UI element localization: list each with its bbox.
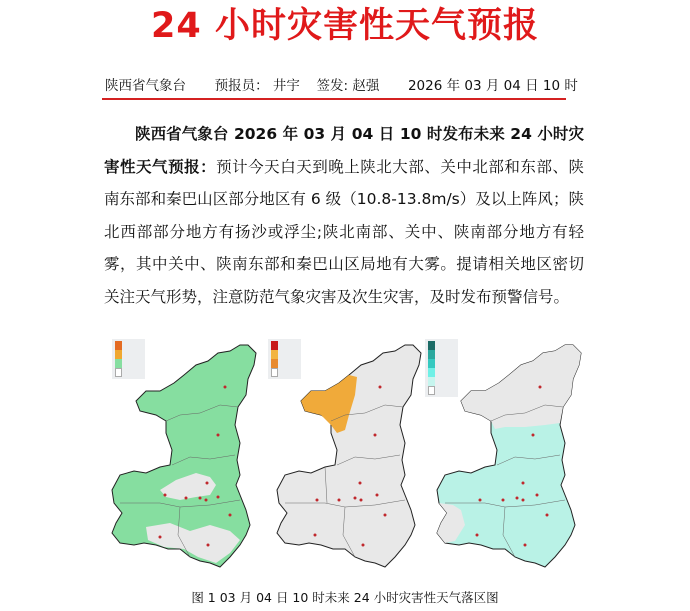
issue-time: 2026 年 03 月 04 日 10 时 (407, 78, 578, 94)
forecaster: 井宇 (272, 78, 300, 94)
figure-maps (100, 335, 610, 585)
header-divider (102, 98, 566, 100)
fog-map (425, 335, 600, 580)
sand-dust-map (265, 335, 440, 580)
wind-gust-map (100, 335, 275, 580)
signer-label: 签发: (316, 78, 349, 94)
forecast-lead: 陕西省气象台 2026 年 03 月 04 日 10 时发布未来 24 小时灾害性天气预报： (104, 125, 584, 176)
signer: 赵强 (352, 78, 380, 94)
map-legend (268, 339, 301, 379)
map-legend (425, 339, 458, 397)
page-title: 24 小时灾害性天气预报 (151, 6, 539, 46)
forecast-text: 预计今天白天到晚上陕北大部、关中北部和东部、陕南东部和秦巴山区部分地区有 6 级（10.8-13.8m/s）及以上阵风；陕北西部部分地方有扬沙或浮尘;陕北南部、关中、陕南部分地方有轻雾，其中关中、陕南东部和秦巴山区局地有大雾。提请相关地区密切关注天气形势，注意防范气象灾害及次生灾害，及时发布预警信号。 (104, 157, 584, 306)
forecaster-label: 预报员： (214, 78, 269, 94)
issuer: 陕西省气象台 (105, 78, 186, 94)
forecast-body (104, 118, 584, 313)
header-meta (105, 76, 578, 96)
figure-caption: 图 1 03 月 04 日 10 时未来 24 小时灾害性天气落区图 (191, 590, 499, 605)
map-legend (112, 339, 145, 379)
